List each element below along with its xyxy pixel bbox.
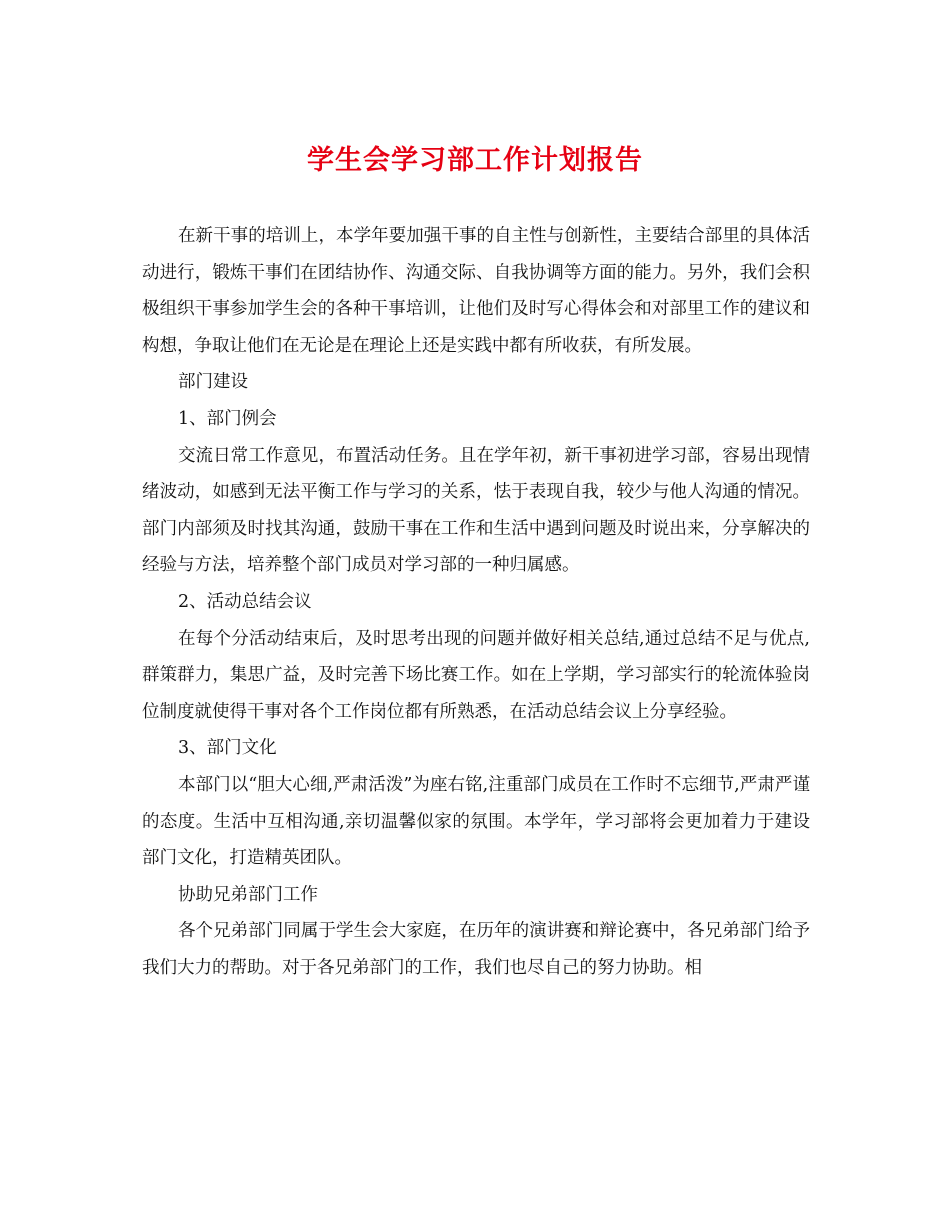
heading-department-culture: 3、部门文化	[178, 738, 277, 759]
heading-assist-departments: 协助兄弟部门工作	[178, 884, 318, 905]
paragraph-summary-meeting: 在每个分活动结束后，及时思考出现的问题并做好相关总结,通过总结不足与优点,群策群力，集思广益，及时完善下场比赛工作。如在上学期，学习部实行的轮流体验岗位制度就使得干事对各个工作岗位都有所熟悉，在活动总结会议上分享经验。	[142, 628, 810, 722]
paragraph-training: 在新干事的培训上，本学年要加强干事的自主性与创新性，主要结合部里的具体活动进行，锻炼干事们在团结协作、沟通交际、自我协调等方面的能力。另外，我们会积极组织干事参加学生会的各种干事培训，让他们及时写心得体会和对部里工作的建议和构想，争取让他们在无论是在理论上还是实践中都有所收获，有所发展。	[142, 226, 810, 356]
paragraph-regular-meeting: 交流日常工作意见，布置活动任务。且在学年初，新干事初进学习部，容易出现情绪波动，如感到无法平衡工作与学习的关系，怯于表现自我，较少与他人沟通的情况。部门内部须及时找其沟通，鼓励干事在工作和生活中遇到问题及时说出来，分享解决的经验与方法，培养整个部门成员对学习部的一种归属感。	[142, 445, 810, 576]
document-title: 学生会学习部工作计划报告	[307, 145, 643, 176]
document-body	[142, 218, 810, 986]
heading-summary-meeting: 2、活动总结会议	[178, 591, 312, 612]
paragraph-assist-departments: 各个兄弟部门同属于学生会大家庭，在历年的演讲赛和辩论赛中，各兄弟部门给予我们大力的帮助。对于各兄弟部门的工作，我们也尽自己的努力协助。相	[142, 921, 810, 978]
heading-regular-meeting: 1、部门例会	[178, 408, 277, 429]
paragraph-department-culture: 本部门以“胆大心细,严肃活泼”为座右铭,注重部门成员在工作时不忘细节,严肃严谨的态度。生活中互相沟通,亲切温馨似家的氛围。本学年，学习部将会更加着力于建设部门文化，打造精英团队。	[142, 774, 810, 869]
heading-department-building: 部门建设	[178, 372, 248, 393]
